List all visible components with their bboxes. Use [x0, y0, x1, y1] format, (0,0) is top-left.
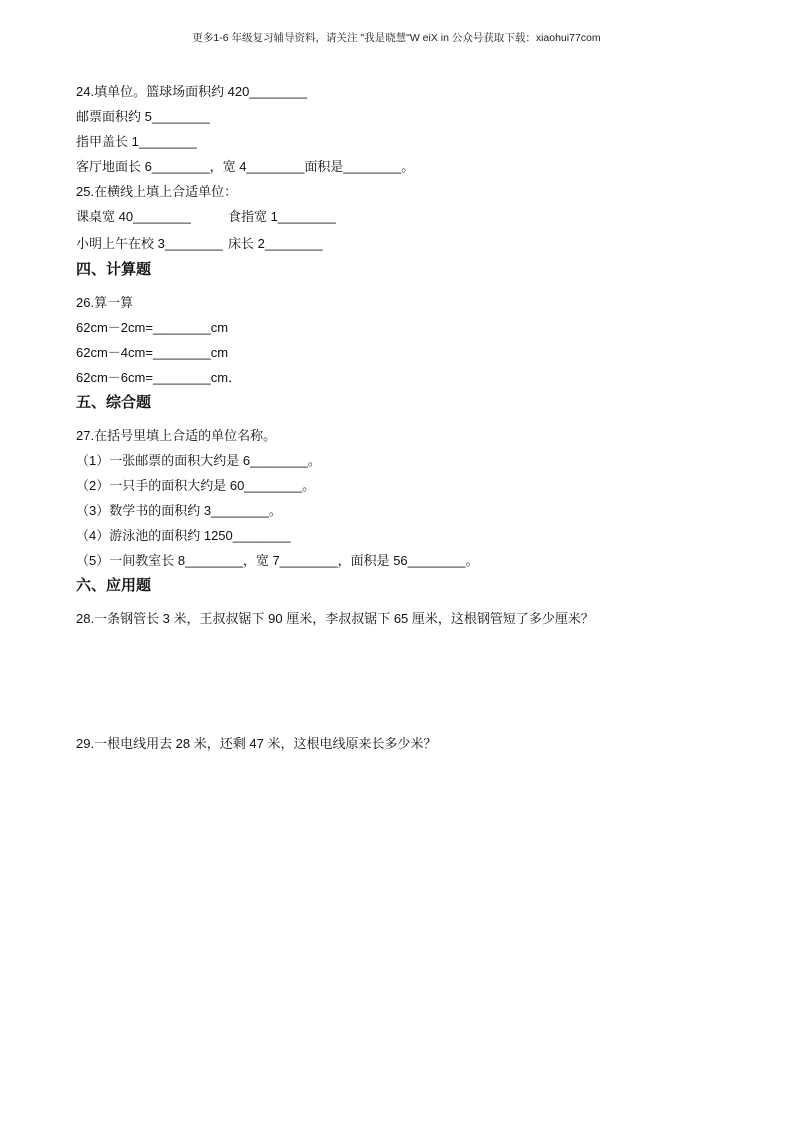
section-heading-application: 六、应用题	[76, 576, 152, 594]
q24-stamp: 邮票面积约 5________	[76, 109, 210, 124]
q25-title: 25.在横线上填上合适单位：	[76, 184, 238, 199]
q26-title: 26.算一算	[76, 295, 134, 310]
q27-title: 27.在括号里填上合适的单位名称。	[76, 428, 277, 443]
q26-c: 62cm－6cm=________cm．	[76, 370, 242, 385]
page-header-notice: 更多1-6 年级复习辅导资料，请关注 "我是晓慧"W eiX in 公众号获取下载：xiaohui77com	[192, 32, 601, 44]
q24-nail: 指甲盖长 1________	[76, 134, 197, 149]
q28-text: 28.一条钢管长 3 米，王叔叔锯下 90 厘米，李叔叔锯下 65 厘米，这根钢管短了多少厘米？	[76, 611, 594, 626]
q27-item-5: （5）一间教室长 8________，宽 7________，面积是 56________。	[76, 553, 479, 568]
q24-title: 24.填单位。篮球场面积约 420________	[76, 84, 308, 99]
q27-item-1: （1）一张邮票的面积大约是 6________。	[76, 453, 321, 468]
q25-desk: 课桌宽 40________	[76, 209, 191, 224]
q25-bed: 床长 2________	[228, 236, 323, 251]
section-heading-comprehensive: 五、综合题	[76, 393, 152, 411]
q27-item-4: （4）游泳池的面积约 1250________	[76, 528, 291, 543]
section-heading-calculation: 四、计算题	[76, 260, 152, 278]
q27-item-3: （3）数学书的面积约 3________。	[76, 503, 282, 518]
q25-school: 小明上午在校 3________	[76, 236, 223, 251]
q26-b: 62cm－4cm=________cm	[76, 345, 229, 360]
q29-text: 29.一根电线用去 28 米，还剩 47 米，这根电线原来长多少米？	[76, 736, 437, 751]
q26-a: 62cm－2cm=________cm	[76, 320, 229, 335]
q24-room: 客厅地面长 6________，宽 4________面积是________。	[76, 159, 415, 174]
q27-item-2: （2）一只手的面积大约是 60________。	[76, 478, 316, 493]
q25-finger: 食指宽 1________	[228, 209, 336, 224]
